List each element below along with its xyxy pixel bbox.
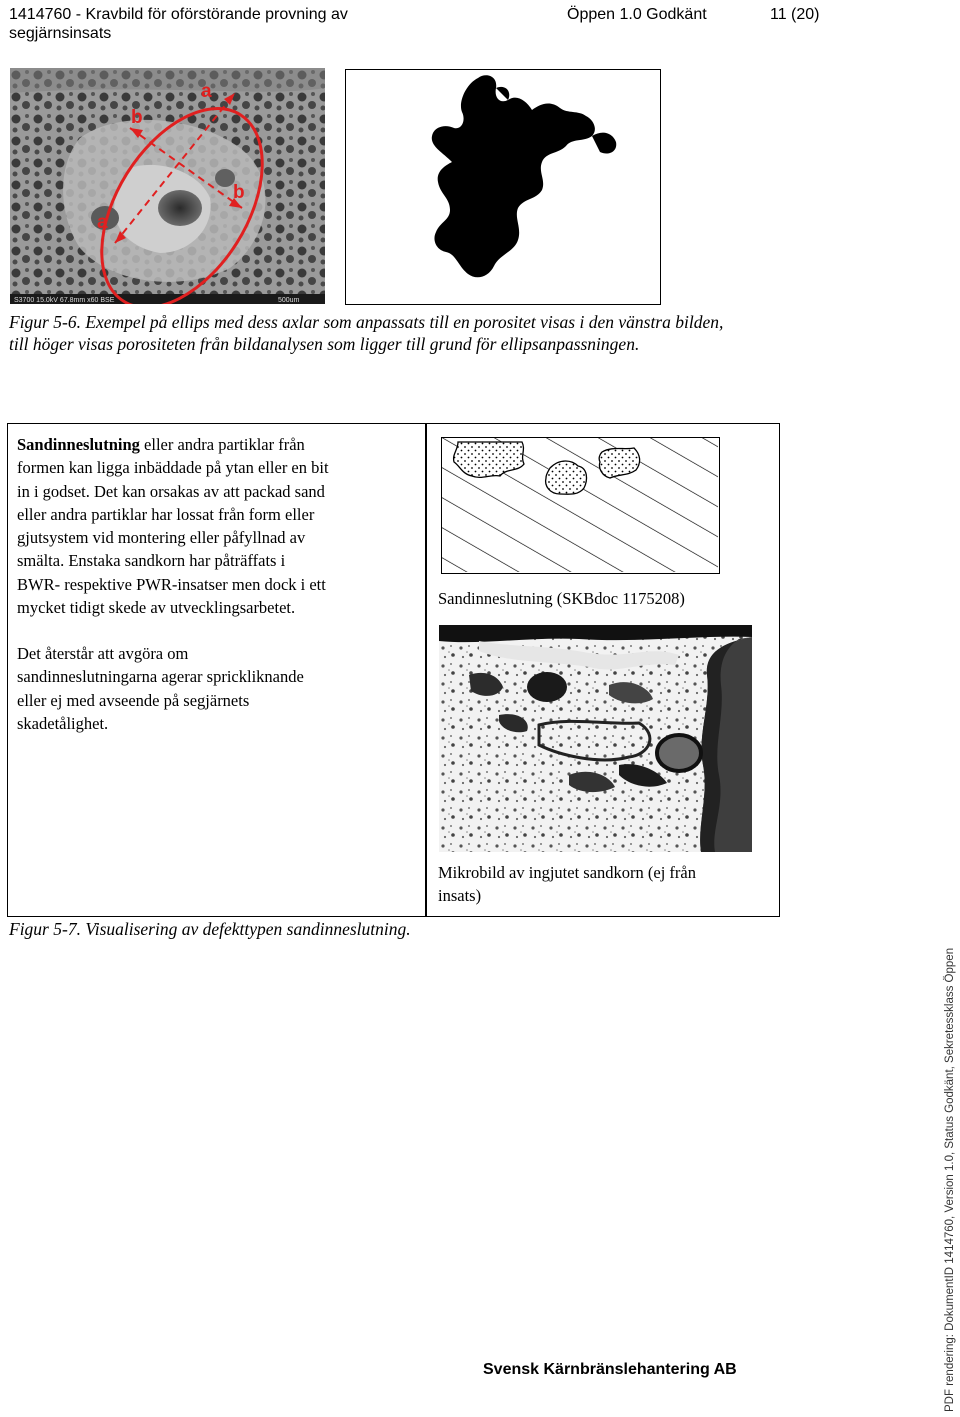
- para1-line8: mycket tidigt skede av utvecklingsarbetet.: [17, 598, 296, 618]
- sand-grain-micrograph: [439, 625, 752, 852]
- page-number: 11 (20): [770, 6, 820, 23]
- sandinneslutning-description: [17, 433, 417, 619]
- figure-5-7-caption: Figur 5-7. Visualisering av defekttypen sandinneslutning.: [9, 919, 411, 939]
- para2-line3: eller ej med avseende på segjärnets: [17, 690, 250, 710]
- term-sandinneslutning: Sandinneslutning: [17, 435, 140, 454]
- porosity-micrograph: [10, 68, 325, 304]
- micrograph-scalebar-text: S3700 15.0kV 67.8mm x60 BSE: [14, 297, 115, 304]
- para1-line6: smälta. Enstaka sandkorn har påträffats i: [17, 551, 286, 571]
- para2-line1: Det återstår att avgöra om: [17, 644, 189, 663]
- axis-label-b1: b: [131, 107, 143, 128]
- figure-5-7-divider: [425, 423, 427, 917]
- para1-line7: BWR- respektive PWR-insatser men dock i ett: [17, 574, 326, 594]
- pdf-rendering-note: PDF rendering: DokumentID 1414760, Version 1.0, Status Godkänt, Sekretessklass Öppen: [944, 947, 956, 1412]
- figure-5-6-caption-line1: Figur 5-6. Exempel på ellips med dess axlar som anpassats till en porositet visas i den vänstra bilden,: [9, 312, 724, 332]
- para1-line5: gjutsystem vid montering eller påfyllnad av: [17, 528, 306, 548]
- para1-line2: formen kan ligga inbäddade på ytan eller en bit: [17, 458, 329, 478]
- doc-title-line1: 1414760 - Kravbild för oförstörande provning av: [9, 6, 348, 23]
- figure-5-6-caption-line2: till höger visas porositeten från bildanalysen som ligger till grund för ellipsanpassningen.: [9, 334, 640, 354]
- micrograph-caption: [438, 861, 768, 908]
- axis-label-a1: a: [201, 81, 212, 102]
- doc-status: Öppen 1.0 Godkänt: [567, 6, 707, 23]
- footer-company: Svensk Kärnbränslehantering AB: [483, 1361, 737, 1378]
- schematic-caption: Sandinneslutning (SKBdoc 1175208): [438, 589, 685, 608]
- binary-pore-image: [345, 69, 661, 305]
- axis-label-b2: b: [233, 182, 245, 203]
- para1-line4: eller andra partiklar har lossat från form eller: [17, 504, 315, 524]
- micrograph-caption-line1: Mikrobild av ingjutet sandkorn (ej från: [438, 863, 696, 882]
- micrograph-scale-text: 500um: [278, 297, 300, 304]
- para2-line2: sandinneslutningarna agerar sprickliknande: [17, 667, 304, 687]
- para1-line1: eller andra partiklar från: [139, 435, 305, 454]
- remaining-question-text: [17, 642, 417, 735]
- doc-title-line2: segjärnsinsats: [9, 25, 112, 42]
- sand-inclusion-schematic: [441, 437, 720, 574]
- micrograph-caption-line2: insats): [438, 886, 482, 906]
- para2-line4: skadetålighet.: [17, 713, 109, 733]
- axis-label-a2: a: [97, 212, 108, 233]
- para1-line3: in i godset. Det kan orsakas av att packad sand: [17, 481, 325, 501]
